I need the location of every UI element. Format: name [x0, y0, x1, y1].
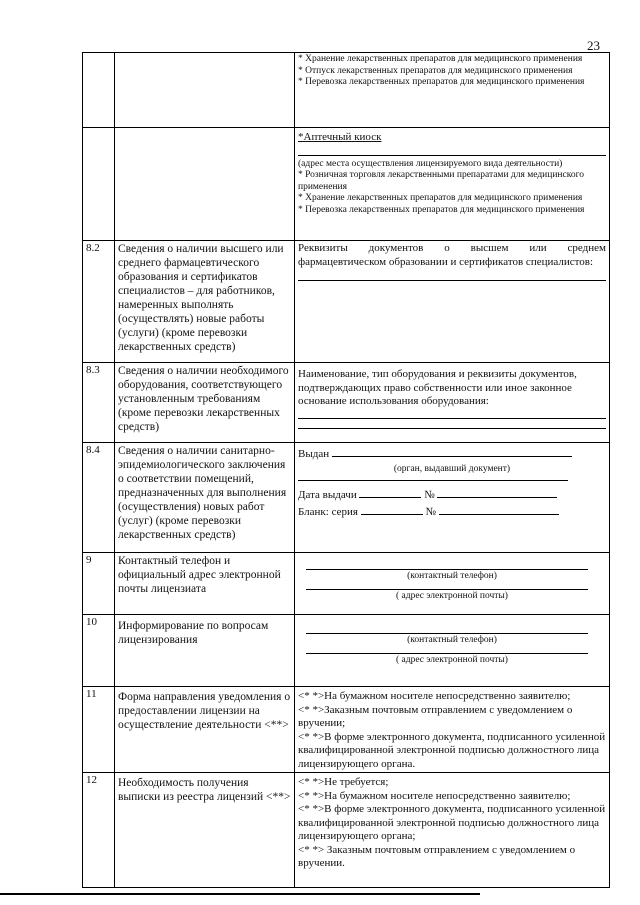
table-row-continuation	[83, 53, 610, 128]
list-item: <* *>В форме электронного документа, подписанного усиленной квалифицированной электронной подписью должностного лица лицензирующего органа.	[298, 730, 606, 770]
table-row-8-2	[83, 241, 610, 363]
issue-date-label: Дата выдачи	[298, 488, 357, 501]
issued-field	[332, 446, 572, 457]
blank-series-field	[361, 504, 423, 515]
row-value	[295, 687, 610, 773]
number-label: №	[425, 506, 436, 518]
issued-label: Выдан	[298, 448, 330, 460]
list-item: <* *> Заказным почтовым отправлением с уведомлением о вручении.	[298, 843, 576, 869]
row-label: Сведения о наличии санитарно-эпидемиологического заключения о соответствии помещений, предназначенных для выполнения (осуществления) новых работ (услуг) (кроме перевозки лекарственных средств)	[115, 443, 295, 553]
list-item: <* *>На бумажном носителе непосредственно заявителю;	[298, 789, 571, 802]
table-row-10	[83, 615, 610, 687]
row-label: Сведения о наличии высшего или среднего фармацевтического образования и сертификатов специалистов – для работников, намеренных выполнять (осуществлять) новые работы (услуги) (кроме перевозки лекарственных средств)	[115, 241, 295, 363]
number-field	[437, 487, 557, 498]
fill-line	[298, 479, 568, 481]
list-item: <* *>Заказным почтовым отправлением с уведомлением о вручении;	[298, 703, 573, 729]
fill-line	[298, 279, 606, 281]
row-value	[295, 615, 610, 687]
row-number: 8.4	[83, 443, 115, 553]
list-item: * Перевозка лекарственных препаратов для медицинского применения	[298, 204, 585, 215]
blank-series-label: Бланк: серия	[298, 506, 358, 518]
row-label: Информирование по вопросам лицензирования	[115, 615, 295, 687]
number-label: №	[424, 488, 435, 501]
row-number: 12	[83, 773, 115, 888]
row-value	[295, 553, 610, 615]
fill-line	[298, 427, 606, 429]
address-caption: (адрес места осуществления лицензируемого вида деятельности)	[298, 158, 563, 169]
kiosk-cell	[295, 128, 610, 241]
table-row-12	[83, 773, 610, 888]
row-label: Необходимость получения выписки из реестра лицензий <**>	[115, 773, 295, 888]
table-row-11	[83, 687, 610, 773]
email-caption: ( адрес электронной почты)	[396, 655, 508, 665]
education-documents-text: Реквизиты документов о высшем или среднем фармацевтическом образовании и сертификатов специалистов:	[298, 242, 606, 268]
table-row-9	[83, 553, 610, 615]
row-number: 8.3	[83, 363, 115, 443]
row-label: Контактный телефон и официальный адрес электронной почты лицензиата	[115, 553, 295, 615]
row-value	[295, 241, 610, 363]
page-bottom-rule	[0, 893, 480, 895]
list-item: * Розничная торговля лекарственными препаратами для медицинского применения	[298, 170, 585, 192]
equipment-text: Наименование, тип оборудования и реквизиты документов, подтверждающих право собственности или иное законное основание использования оборудования:	[298, 368, 577, 407]
row-number: 11	[83, 687, 115, 773]
address-line	[298, 154, 606, 156]
row-label: Форма направления уведомления о предоставлении лицензии на осуществление деятельности <**>	[115, 687, 295, 773]
row-number: 10	[83, 615, 115, 687]
issue-date-field	[359, 487, 421, 498]
row-value	[295, 443, 610, 553]
kiosk-title: *Аптечный киоск	[298, 131, 382, 143]
list-item: * Хранение лекарственных препаратов для медицинского применения	[298, 193, 583, 204]
table-row-kiosk	[83, 128, 610, 241]
license-application-table	[82, 52, 610, 888]
row-number: 9	[83, 553, 115, 615]
row-value	[295, 363, 610, 443]
email-caption: ( адрес электронной почты)	[396, 591, 508, 601]
continuation-cell	[295, 53, 610, 128]
list-item: <* *>Не требуется;	[298, 776, 389, 788]
row-value	[295, 773, 610, 888]
table-row-8-4	[83, 443, 610, 553]
issued-caption: (орган, выдавший документ)	[393, 463, 511, 474]
phone-caption: (контактный телефон)	[407, 635, 497, 645]
list-item: * Хранение лекарственных препаратов для медицинского применения	[298, 54, 583, 64]
list-item: * Перевозка лекарственных препаратов для медицинского применения	[298, 77, 585, 88]
row-number: 8.2	[83, 241, 115, 363]
table-row-8-3	[83, 363, 610, 443]
row-label: Сведения о наличии необходимого оборудования, соответствующего установленным требованиям (кроме перевозки лекарственных средств)	[115, 363, 295, 443]
page-number: 23	[587, 38, 600, 53]
phone-caption: (контактный телефон)	[407, 571, 497, 581]
fill-line	[298, 417, 606, 419]
list-item: <* *>В форме электронного документа, подписанного усиленной квалифицированной электронной подписью должностного лица лицензирующего органа;	[298, 803, 606, 842]
list-item: * Отпуск лекарственных препаратов для медицинского применения	[298, 65, 573, 76]
blank-number-field	[439, 504, 559, 515]
list-item: <* *>На бумажном носителе непосредственно заявителю;	[298, 690, 571, 702]
